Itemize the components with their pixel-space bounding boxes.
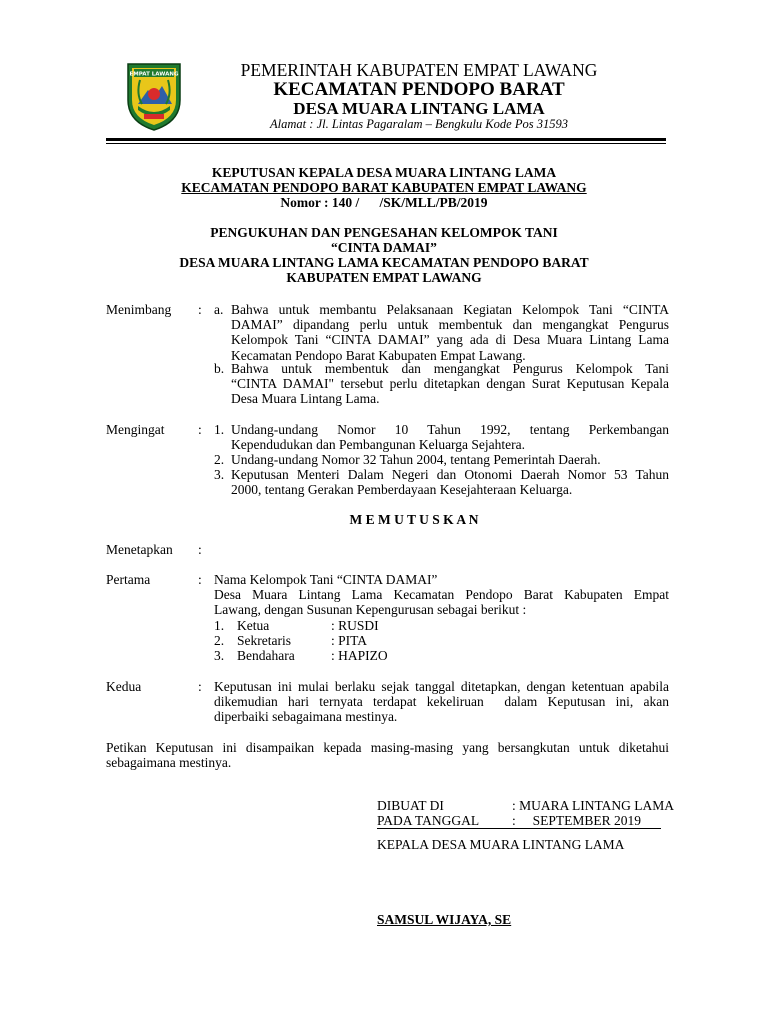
decree-number: Nomor : 140 / /SK/MLL/PB/2019 bbox=[280, 195, 488, 210]
pertama-line: Desa Muara Lintang Lama Kecamatan Pendopo Barat Kabupaten Empat bbox=[214, 587, 669, 603]
member-list bbox=[214, 618, 514, 664]
header-government: PEMERINTAH KABUPATEN EMPAT LAWANG bbox=[240, 60, 598, 80]
tanggal-row bbox=[377, 813, 661, 829]
menimbang-b-text bbox=[231, 361, 669, 407]
mengingat-3-text bbox=[231, 467, 669, 497]
kedua-text bbox=[214, 679, 669, 725]
member-role: Ketua bbox=[237, 618, 270, 633]
kedua-colon: : bbox=[198, 679, 202, 694]
menimbang-b-line: “CINTA DAMAI" tersebut perlu ditetapkan dengan Surat Keputusan Kepala bbox=[231, 376, 669, 392]
member-role: Sekretaris bbox=[237, 633, 291, 649]
menetapkan-label: Menetapkan bbox=[106, 542, 173, 557]
header-village: DESA MUARA LINTANG LAMA bbox=[293, 99, 545, 118]
menimbang-b-line: Bahwa untuk membentuk dan mengangkat Pengurus Kelompok Tani bbox=[231, 361, 669, 376]
petikan-paragraph bbox=[106, 740, 669, 770]
mengingat-1-marker: 1. bbox=[214, 422, 225, 437]
member-row bbox=[214, 648, 514, 663]
pertama-label: Pertama bbox=[106, 572, 151, 587]
mengingat-2-text bbox=[231, 452, 669, 467]
menetapkan-colon: : bbox=[198, 542, 202, 557]
menimbang-colon: : bbox=[198, 302, 202, 317]
header-rule-thick bbox=[106, 138, 666, 141]
mengingat-line: Keputusan Menteri Dalam Negeri dan Otonomi Daerah Nomor 53 Tahun bbox=[231, 467, 669, 482]
memutuskan-heading: M E M U T U S K A N bbox=[349, 512, 479, 527]
dibuat-label: DIBUAT DI bbox=[377, 798, 444, 813]
kedua-label: Kedua bbox=[106, 679, 142, 694]
subject-line-1: PENGUKUHAN DAN PENGESAHAN KELOMPOK TANI bbox=[210, 225, 558, 240]
mengingat-3-marker: 3. bbox=[214, 467, 225, 482]
decree-subtitle bbox=[0, 180, 768, 196]
pertama-line: Lawang, dengan Susunan Kepengurusan sebagai berikut : bbox=[214, 602, 527, 618]
kedua-line: Keputusan ini mulai berlaku sejak tanggal ditetapkan, dengan ketentuan apabila bbox=[214, 679, 669, 694]
member-row bbox=[214, 633, 514, 648]
kedua-line: dikemudian hari ternyata terdapat kekeliruan dalam Keputusan ini, akan bbox=[214, 694, 669, 710]
petikan-line: sebagaimana mestinya. bbox=[106, 755, 232, 771]
menimbang-a-text bbox=[231, 302, 669, 363]
mengingat-line: Undang-undang Nomor 32 Tahun 2004, tentang Pemerintah Daerah. bbox=[231, 452, 601, 467]
member-name: : RUSDI bbox=[331, 618, 379, 633]
mengingat-line: Undang-undang Nomor 10 Tahun 1992, tentang Perkembangan bbox=[231, 422, 669, 437]
member-number: 3. bbox=[214, 648, 225, 664]
menimbang-a-line: Kelompok Tani “CINTA DAMAI” yang ada di Desa Muara Lintang Lama bbox=[231, 332, 669, 348]
signatory-position: KEPALA DESA MUARA LINTANG LAMA bbox=[377, 837, 625, 852]
member-name: : PITA bbox=[331, 633, 368, 649]
tanggal-label: PADA TANGGAL bbox=[377, 813, 480, 828]
member-number: 2. bbox=[214, 633, 225, 649]
menimbang-a-line: Kecamatan Pendopo Barat Kabupaten Empat Lawang. bbox=[231, 347, 526, 363]
subject-line-3: DESA MUARA LINTANG LAMA KECAMATAN PENDOPO BARAT bbox=[179, 255, 589, 270]
menimbang-a-line: DAMAI” dipandang perlu untuk membentuk dan mengangkat Pengurus bbox=[231, 317, 669, 333]
dibuat-value: : MUARA LINTANG LAMA bbox=[512, 798, 675, 813]
kedua-line: diperbaiki sebagaimana mestinya. bbox=[214, 709, 398, 725]
member-name: : HAPIZO bbox=[331, 648, 388, 664]
subject-line-4: KABUPATEN EMPAT LAWANG bbox=[286, 270, 482, 285]
pertama-text bbox=[214, 572, 669, 618]
petikan-line: Petikan Keputusan ini disampaikan kepada masing-masing yang bersangkutan untuk diketahui bbox=[106, 740, 669, 755]
member-number: 1. bbox=[214, 618, 225, 633]
tanggal-value: : SEPTEMBER 2019 bbox=[512, 813, 642, 828]
mengingat-line: Kependudukan dan Pembangunan Keluarga Sejahtera. bbox=[231, 437, 526, 453]
signatory-name: SAMSUL WIJAYA, SE bbox=[377, 912, 512, 927]
mengingat-2-marker: 2. bbox=[214, 452, 225, 467]
menimbang-label: Menimbang bbox=[106, 302, 172, 317]
mengingat-1-text bbox=[231, 422, 669, 452]
menimbang-b-line: Desa Muara Lintang Lama. bbox=[231, 391, 380, 407]
decree-subtitle-text: KECAMATAN PENDOPO BARAT KABUPATEN EMPAT LAWANG bbox=[181, 180, 587, 195]
header-district: KECAMATAN PENDOPO BARAT bbox=[273, 79, 565, 100]
menimbang-a-line: Bahwa untuk membantu Pelaksanaan Kegiatan Kelompok Tani “CINTA bbox=[231, 302, 669, 317]
pertama-line: Nama Kelompok Tani “CINTA DAMAI” bbox=[214, 572, 438, 587]
pertama-colon: : bbox=[198, 572, 202, 587]
mengingat-colon: : bbox=[198, 422, 202, 437]
mengingat-label: Mengingat bbox=[106, 422, 165, 437]
header-address: Alamat : Jl. Lintas Pagaralam – Bengkulu Kode Pos 31593 bbox=[270, 117, 568, 131]
header-rule-thin bbox=[106, 143, 666, 144]
logo-text: EMPAT LAWANG bbox=[129, 71, 179, 78]
member-role: Bendahara bbox=[237, 648, 295, 664]
subject-line-2: “CINTA DAMAI” bbox=[331, 240, 437, 255]
decree-title: KEPUTUSAN KEPALA DESA MUARA LINTANG LAMA bbox=[211, 165, 557, 180]
menimbang-b-marker: b. bbox=[214, 361, 225, 376]
member-row bbox=[214, 618, 514, 633]
menimbang-a-marker: a. bbox=[214, 302, 224, 317]
mengingat-line: 2000, tentang Gerakan Pemberdayaan Kesejahteraan Keluarga. bbox=[231, 482, 573, 498]
